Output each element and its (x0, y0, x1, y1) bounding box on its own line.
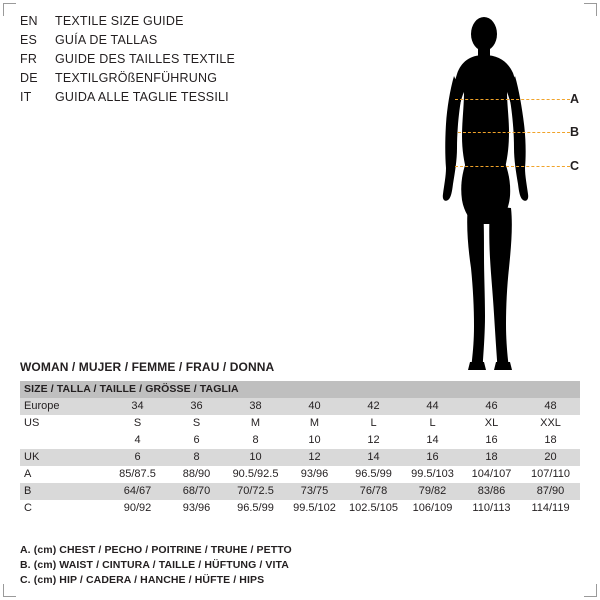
corner-mark-top-left (3, 3, 16, 16)
language-code: ES (20, 33, 38, 47)
cell: 90/92 (123, 502, 152, 514)
row-label: UK (24, 451, 40, 463)
table-row (20, 432, 580, 449)
language-title-block (20, 14, 350, 109)
cell: L (370, 417, 377, 429)
footnote-list (20, 543, 560, 588)
cell: 79/82 (418, 485, 447, 497)
measure-label-b: B (570, 125, 580, 139)
section-heading-woman: WOMAN / MUJER / FEMME / FRAU / DONNA (20, 360, 275, 374)
cell: 18 (544, 434, 557, 446)
language-row (20, 14, 350, 33)
cell: 93/96 (300, 468, 329, 480)
cell: 10 (308, 434, 321, 446)
language-code: IT (20, 90, 32, 104)
language-code: FR (20, 52, 38, 66)
table-row (20, 449, 580, 466)
table-row (20, 398, 580, 415)
cell: 85/87.5 (119, 468, 156, 480)
measure-line-waist (458, 132, 570, 133)
cell: 83/86 (477, 485, 506, 497)
cell: 48 (544, 400, 557, 412)
language-title: GUÍA DE TALLAS (55, 33, 158, 47)
table-row (20, 466, 580, 483)
measure-line-chest (455, 99, 570, 100)
table-header-label: SIZE / TALLA / TAILLE / GRÖSSE / TAGLIA (24, 383, 239, 395)
footnote-chest: A. (cm) CHEST / PECHO / POITRINE / TRUHE / PETTO (20, 544, 292, 556)
cell: XXL (540, 417, 561, 429)
cell: 64/67 (123, 485, 152, 497)
row-label: Europe (24, 400, 60, 412)
cell: 6 (193, 434, 200, 446)
table-row (20, 500, 580, 517)
corner-mark-bottom-left (3, 584, 16, 597)
row-label (20, 432, 108, 449)
row-label: B (24, 485, 32, 497)
cell: 4 (134, 434, 141, 446)
row-label: US (24, 417, 40, 429)
cell: 102.5/105 (349, 502, 398, 514)
cell: 114/119 (531, 502, 570, 514)
cell: 6 (134, 451, 141, 463)
language-row (20, 90, 350, 109)
footnote-hip: C. (cm) HIP / CADERA / HANCHE / HÜFTE / HIPS (20, 574, 265, 586)
cell: 12 (367, 434, 380, 446)
measure-label-c: C (570, 159, 580, 173)
cell: 96.5/99 (355, 468, 392, 480)
cell: 20 (544, 451, 557, 463)
cell: 42 (367, 400, 380, 412)
row-label: A (24, 468, 32, 480)
cell: M (250, 417, 261, 429)
corner-mark-bottom-right (584, 584, 597, 597)
row-label: C (24, 502, 32, 514)
size-table (20, 381, 580, 517)
cell: 16 (426, 451, 439, 463)
footnote-waist: B. (cm) WAIST / CINTURA / TAILLE / HÜFTUNG / VITA (20, 559, 289, 571)
female-body-icon (420, 10, 590, 375)
measure-label-a: A (570, 92, 580, 106)
cell: 68/70 (182, 485, 211, 497)
cell: 96.5/99 (237, 502, 274, 514)
cell: 90.5/92.5 (232, 468, 279, 480)
cell: S (192, 417, 201, 429)
cell: 14 (367, 451, 380, 463)
cell: 12 (308, 451, 321, 463)
cell: 110/113 (472, 502, 511, 514)
female-silhouette-figure (420, 10, 590, 375)
table-header-row (20, 381, 580, 398)
cell: XL (484, 417, 499, 429)
language-title: GUIDA ALLE TAGLIE TESSILI (55, 90, 229, 104)
cell: 76/78 (359, 485, 388, 497)
cell: 8 (193, 451, 200, 463)
cell: 8 (252, 434, 259, 446)
cell: 87/90 (536, 485, 565, 497)
language-title: TEXTILGRÖßENFÜHRUNG (55, 71, 218, 85)
measure-line-hip (455, 166, 570, 167)
language-code: EN (20, 14, 38, 28)
language-row (20, 52, 350, 71)
cell: 104/107 (471, 468, 512, 480)
cell: 99.5/103 (411, 468, 454, 480)
cell: 18 (485, 451, 498, 463)
cell: S (133, 417, 142, 429)
language-title: TEXTILE SIZE GUIDE (55, 14, 184, 28)
cell: 14 (426, 434, 439, 446)
cell: 106/109 (412, 502, 453, 514)
cell: 93/96 (182, 502, 211, 514)
cell: 40 (308, 400, 321, 412)
cell: 10 (249, 451, 262, 463)
cell: 88/90 (182, 468, 211, 480)
language-row (20, 71, 350, 90)
language-code: DE (20, 71, 38, 85)
cell: 99.5/102 (293, 502, 336, 514)
cell: 70/72.5 (237, 485, 274, 497)
cell: 16 (485, 434, 498, 446)
cell: 107/110 (531, 468, 570, 480)
table-row (20, 415, 580, 432)
cell: L (429, 417, 436, 429)
cell: 44 (426, 400, 439, 412)
table-row (20, 483, 580, 500)
language-title: GUIDE DES TAILLES TEXTILE (55, 52, 236, 66)
cell: 36 (190, 400, 203, 412)
cell: 73/75 (300, 485, 329, 497)
cell: 34 (131, 400, 144, 412)
cell: 46 (485, 400, 498, 412)
language-row (20, 33, 350, 52)
cell: 38 (249, 400, 262, 412)
cell: M (309, 417, 320, 429)
